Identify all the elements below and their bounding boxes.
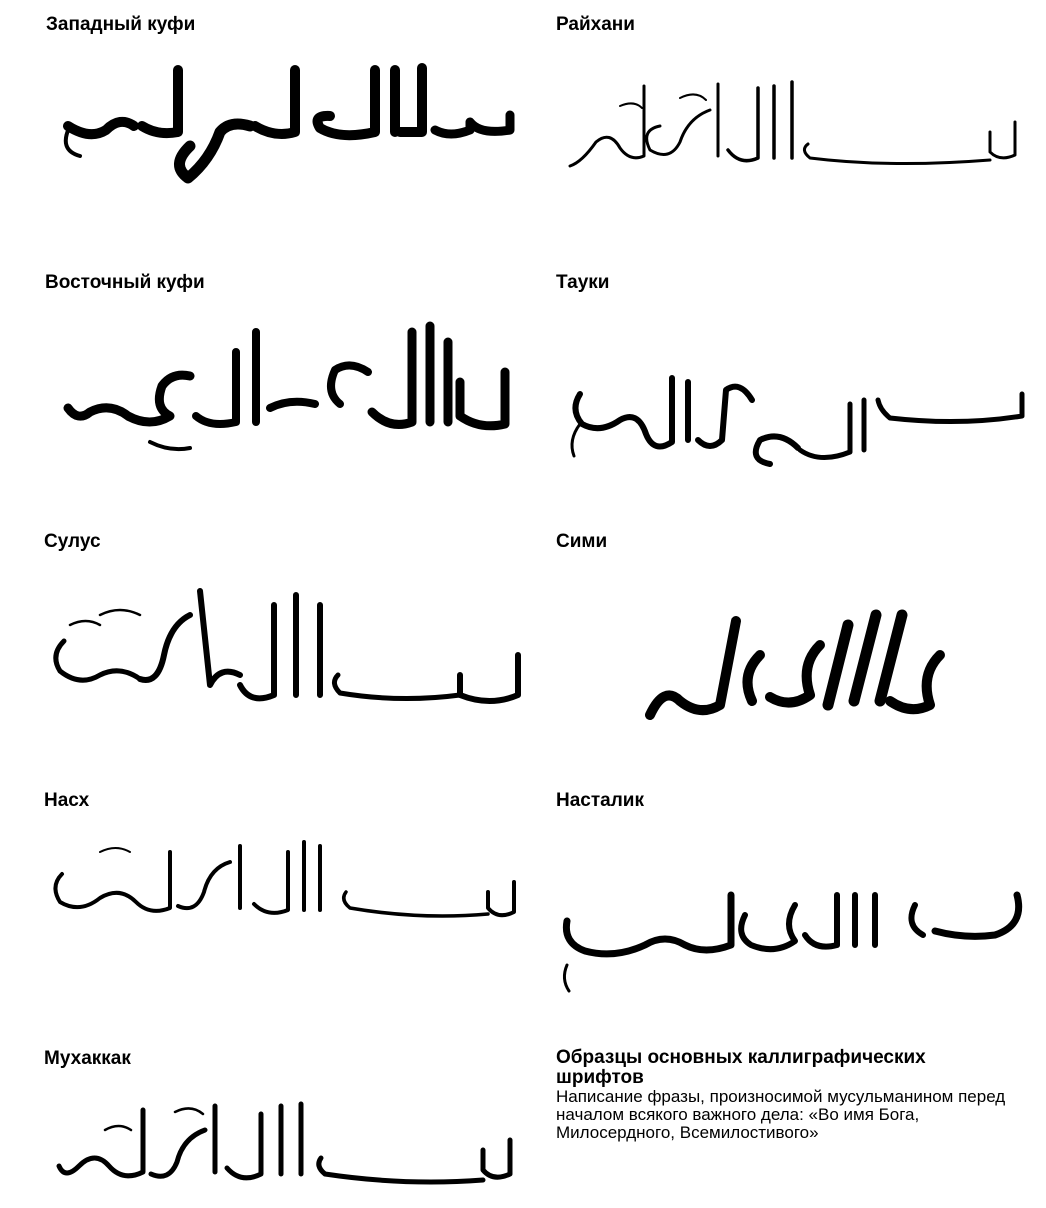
calligraphy-eastern-kufi	[50, 312, 520, 460]
label-tauqi: Тауки	[556, 272, 610, 293]
caption-text: Написание фразы, произносимой мусульманином перед началом всякого важного дела: «Во имя Бога, Милосердного, Всемилостивого»	[556, 1087, 1006, 1142]
caption-title: Образцы основных каллиграфических шрифтов	[556, 1047, 926, 1088]
calligraphy-nastaliq	[555, 875, 1030, 995]
label-thuluth: Сулус	[44, 531, 101, 552]
label-rayhani: Райхани	[556, 14, 635, 35]
calligraphy-rayhani	[560, 70, 1030, 180]
label-simi: Сими	[556, 531, 608, 552]
label-muhaqqaq: Мухаккак	[44, 1048, 131, 1069]
calligraphy-western-kufi	[50, 60, 520, 200]
label-western-kufi: Западный куфи	[46, 14, 196, 35]
calligraphy-simi	[640, 605, 960, 730]
label-nastaliq: Насталик	[556, 790, 644, 811]
label-naskh: Насх	[44, 790, 90, 811]
caption	[556, 1048, 1016, 1142]
calligraphy-thuluth	[40, 575, 530, 725]
label-eastern-kufi: Восточный куфи	[45, 272, 205, 293]
calligraphy-tauqi	[560, 360, 1030, 480]
calligraphy-naskh	[40, 822, 530, 932]
calligraphy-muhaqqaq	[55, 1090, 525, 1200]
